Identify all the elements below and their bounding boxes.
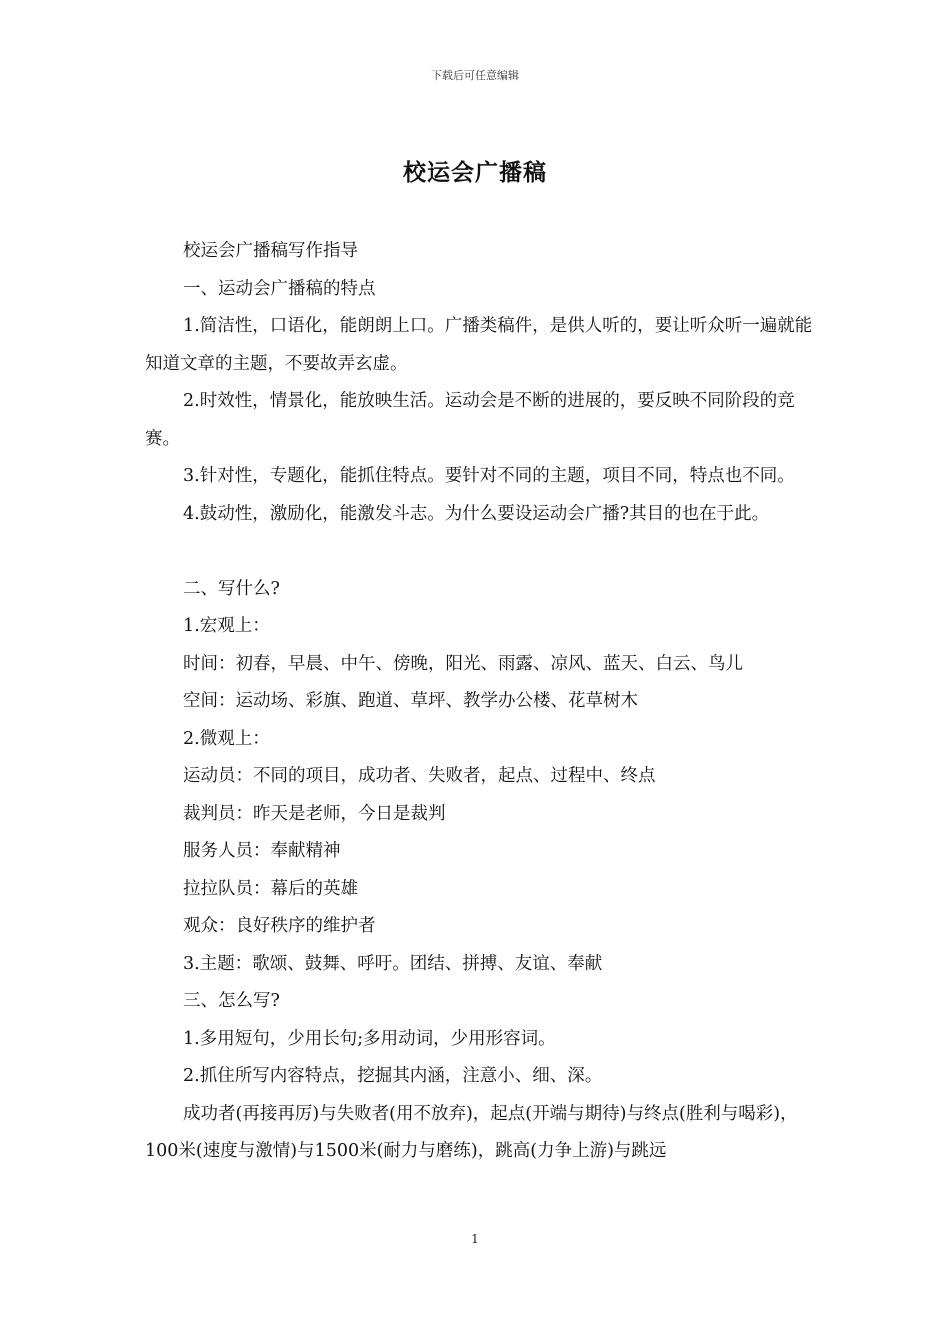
paragraph-point-1: 1.简洁性，口语化，能朗朗上口。广播类稿件，是供人听的，要让听众听一遍就能知道文章的主题，不要故弄玄虚。 (145, 316, 813, 374)
page-header: 下载后可任意编辑 (431, 69, 519, 82)
paragraph-time: 时间：初春，早晨、中午、傍晚，阳光、雨露、凉风、蓝天、白云、鸟儿 (183, 653, 743, 674)
paragraph-theme: 3.主题：歌颂、鼓舞、呼吁。团结、拼搏、友谊、奉献 (183, 953, 603, 974)
paragraph-athletes: 运动员：不同的项目，成功者、失败者，起点、过程中、终点 (183, 766, 656, 786)
document-body (145, 233, 825, 1171)
paragraph-audience: 观众：良好秩序的维护者 (183, 916, 376, 936)
paragraph-referees: 裁判员：昨天是老师，今日是裁判 (183, 803, 446, 824)
subheading-micro: 2.微观上： (183, 728, 270, 749)
document-title: 校运会广播稿 (403, 159, 547, 186)
paragraph-point-2: 2.时效性，情景化，能放映生活。运动会是不断的进展的，要反映不同阶段的竞赛。 (145, 391, 795, 449)
page-number: 1 (471, 1232, 479, 1246)
section-heading-3: 三、怎么写? (183, 991, 280, 1011)
paragraph-method-1: 1.多用短句，少用长句;多用动词，少用形容词。 (183, 1028, 556, 1049)
paragraph-examples: 成功者(再接再厉)与失败者(用不放弃)，起点(开端与期待)与终点(胜利与喝彩)，100米(速度与激情)与1500米(耐力与磨练)，跳高(力争上游)与跳远 (145, 1103, 798, 1161)
paragraph-method-2: 2.抓住所写内容特点，挖掘其内涵，注意小、细、深。 (183, 1066, 603, 1086)
paragraph-guide-heading: 校运会广播稿写作指导 (183, 241, 358, 261)
paragraph-cheerleaders: 拉拉队员：幕后的英雄 (183, 878, 358, 899)
paragraph-spacer (145, 533, 825, 571)
subheading-macro: 1.宏观上： (183, 616, 270, 636)
paragraph-point-4: 4.鼓动性，激励化，能激发斗志。为什么要设运动会广播?其目的也在于此。 (183, 503, 770, 524)
section-heading-1: 一、运动会广播稿的特点 (183, 278, 376, 299)
paragraph-service-staff: 服务人员：奉献精神 (183, 841, 341, 861)
section-heading-2: 二、写什么? (183, 578, 280, 599)
paragraph-point-3: 3.针对性，专题化，能抓住特点。要针对不同的主题，项目不同，特点也不同。 (183, 466, 795, 486)
paragraph-space: 空间：运动场、彩旗、跑道、草坪、教学办公楼、花草树木 (183, 691, 638, 711)
